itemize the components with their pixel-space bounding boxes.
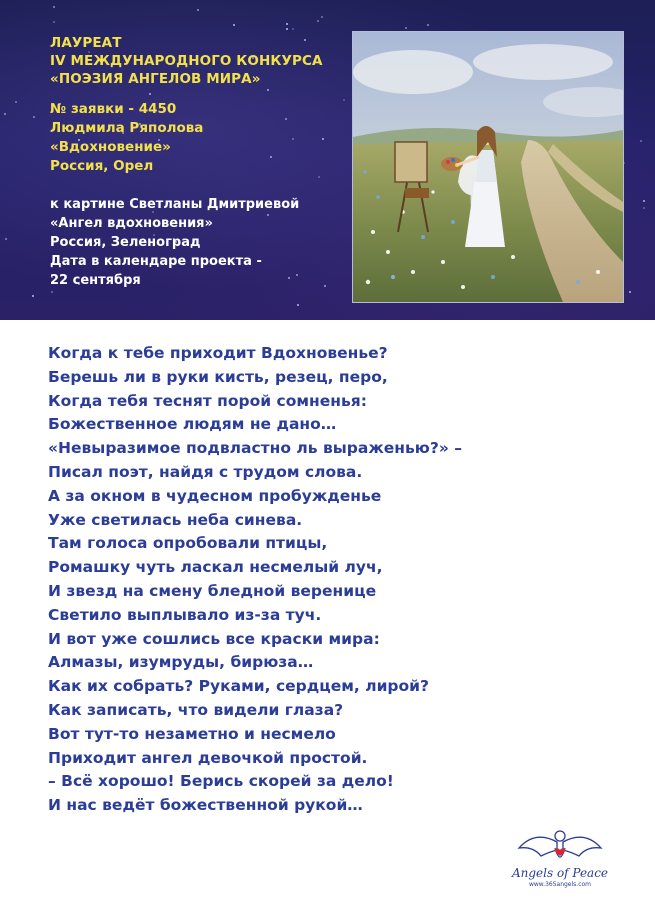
painting-title: «Ангел вдохновения» [50, 216, 213, 231]
poem-line: Как записать, что видели глаза? [48, 700, 344, 719]
poem-line: Писал поэт, найдя с трудом слова. [48, 462, 363, 481]
star-dot [321, 16, 323, 18]
star-dot [292, 28, 294, 30]
star-dot [267, 89, 269, 91]
star-dot [51, 291, 53, 293]
star-dot [197, 9, 199, 11]
angels-of-peace-logo [505, 826, 615, 892]
poem-line: И звезд на смену бледной веренице [48, 581, 377, 600]
star-dot [629, 291, 631, 293]
poem-line: Уже светилась неба синева. [48, 510, 303, 529]
poem-line: Берешь ли в руки кисть, резец, перо, [48, 367, 388, 386]
star-dot [318, 176, 320, 178]
laureate-line: ЛАУРЕАТ [50, 35, 122, 51]
poem-line: Ромашку чуть ласкал несмелый луч, [48, 558, 383, 577]
entry-block [50, 100, 350, 176]
star-dot [5, 238, 7, 240]
star-dot [286, 23, 288, 25]
star-dot [643, 207, 645, 209]
star-dot [32, 295, 34, 297]
painting-location: Россия, Зеленоград [50, 235, 201, 250]
laureate-block [50, 34, 350, 88]
poem-line: Светило выплывало из-за туч. [48, 605, 322, 624]
star-dot [53, 6, 55, 8]
poem [48, 342, 608, 818]
star-dot [643, 200, 645, 202]
star-dot [233, 24, 235, 26]
poem-line: И нас ведёт божественной рукой… [48, 796, 363, 815]
star-dot [640, 140, 642, 142]
author-name: Людмила Ряполова [50, 120, 204, 136]
poem-line: Там голоса опробовали птицы, [48, 534, 328, 553]
poem-title: «Вдохновение» [50, 139, 171, 155]
logo-title: Angels of Peace [511, 866, 609, 880]
star-dot [33, 116, 35, 118]
poem-line: Божественное людям не дано… [48, 415, 337, 434]
poem-line: Приходит ангел девочкой простой. [48, 748, 368, 767]
angel-heart-icon [505, 826, 615, 868]
poem-line: И вот уже сошлись все краски мира: [48, 629, 380, 648]
calendar-date-label: Дата в календаре проекта - [50, 254, 262, 269]
poem-line: Алмазы, изумруды, бирюза… [48, 653, 314, 672]
poem-line: Когда тебя теснят порой сомненья: [48, 391, 367, 410]
star-dot [149, 93, 151, 95]
laureate-line: «ПОЭЗИЯ АНГЕЛОВ МИРА» [50, 71, 261, 87]
star-dot [405, 27, 407, 29]
star-dot [4, 113, 6, 115]
star-dot [15, 101, 17, 103]
poem-line: А за окном в чудесном пробужденье [48, 486, 382, 505]
header-banner [0, 0, 655, 320]
star-dot [53, 21, 55, 23]
painting-image [352, 31, 624, 303]
poem-line: – Всё хорошо! Берись скорей за дело! [48, 772, 394, 791]
star-dot [297, 304, 299, 306]
laureate-line: IV МЕЖДУНАРОДНОГО КОНКУРСА [50, 53, 323, 69]
entry-number: № заявки - 4450 [50, 101, 177, 117]
poem-line: Как их собрать? Руками, сердцем, лирой? [48, 677, 430, 696]
poem-line: «Невыразимое подвластно ль выраженью?» – [48, 439, 462, 458]
poem-line: Когда к тебе приходит Вдохновенье? [48, 344, 388, 362]
star-dot [427, 24, 429, 26]
star-dot [286, 28, 288, 30]
logo-url: www.365angels.com [528, 881, 592, 888]
poem-line: Вот тут-то незаметно и несмело [48, 724, 336, 743]
author-location: Россия, Орел [50, 158, 154, 174]
calendar-date: 22 сентября [50, 273, 141, 288]
star-dot [317, 20, 319, 22]
painting-info-block [50, 195, 350, 290]
painting-artist: к картине Светланы Дмитриевой [50, 197, 300, 212]
